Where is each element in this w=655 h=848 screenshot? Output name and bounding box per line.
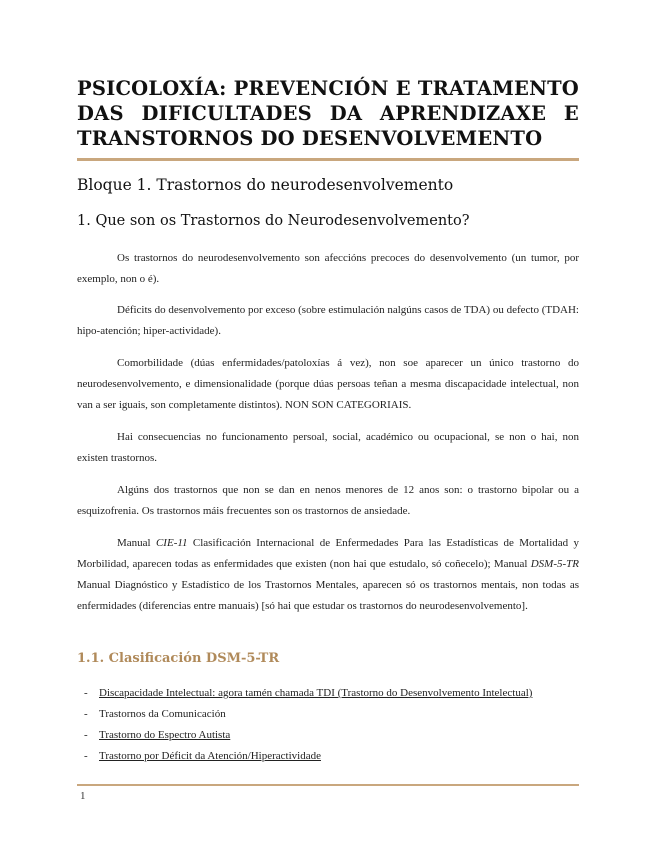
manuals-text-3: Manual Diagnóstico y Estadístico de los Trastornos Mentales, aparecen só os trastornos mentais, non todas as enfermidades (diferencias entre manuais) [só hai que estudar os trastornos do neurodesenvolvemento]. (77, 579, 579, 612)
paragraph-manuals (77, 533, 579, 617)
list-item-text: Trastorno por Déficit da Atención/Hiperactividade (99, 750, 321, 762)
list-bullet: - (84, 750, 88, 762)
list-item (77, 725, 532, 746)
manuals-text-1: Manual (117, 537, 156, 549)
section-heading: 1. Que son os Trastornos do Neurodesenvolvemento? (77, 213, 470, 229)
bloque-heading: Bloque 1. Trastornos do neurodesenvolvemento (77, 176, 454, 194)
paragraph-consequences: Hai consecuencias no funcionamento persoal, social, académico ou ocupacional, se non o hai, non existen trastornos. (77, 431, 579, 464)
paragraph-deficits: Déficits do desenvolvemento por exceso (sobre estimulación nalgúns casos de TDA) ou defecto (TDAH: hipo-atención; hiper-actividade). (77, 304, 579, 337)
manuals-text-2: Clasificación Internacional de Enfermedades Para las Estadísticas de Mortalidad y Morbilidad, aparecen todas as enfermidades que existen (non hai que estudalo, só coñecelo); Manual (77, 537, 579, 570)
paragraph-definition: Os trastornos do neurodesenvolvemento son afeccións precoces do desenvolvemento (un tumor, por exemplo, non o é). (77, 252, 579, 285)
list-bullet: - (84, 687, 88, 699)
subsection-heading: 1.1. Clasificación DSM-5-TR (77, 651, 280, 666)
page-number: 1 (80, 790, 86, 802)
cie-11-term: CIE-11 (155, 537, 188, 549)
list-item-text: Trastornos da Comunicación (99, 708, 226, 720)
title-divider (77, 158, 579, 161)
footer-divider (77, 784, 579, 786)
list-bullet: - (84, 729, 88, 741)
list-item (77, 704, 532, 725)
list-item-text: Trastorno do Espectro Autista (99, 729, 231, 741)
document-title: PSICOLOXÍA: PREVENCIÓN E TRATAMENTO DAS DIFICULTADES DA APRENDIZAXE E TRANSTORNOS DO DESENVOLVEMENTO (77, 77, 579, 150)
dsm-classification-list (77, 683, 532, 767)
list-item (77, 683, 532, 704)
list-bullet: - (84, 708, 88, 720)
dsm-5-tr-term: DSM-5-TR (530, 558, 579, 570)
paragraph-age: Algúns dos trastornos que non se dan en nenos menores de 12 anos son: o trastorno bipolar ou a esquizofrenia. Os trastornos máis frecuentes son os trastornos de ansiedade. (77, 484, 579, 517)
paragraph-comorbidity: Comorbilidade (dúas enfermidades/patoloxías á vez), non soe aparecer un único trastorno do neurodesenvolvemento, e dimensionalidade (porque dúas persoas teñan a mesma discapacidade intelectual, non van a ser iguais, son completamente distintos). NON SON CATEGORIAIS. (77, 357, 579, 411)
list-item-text: Discapacidade Intelectual: agora tamén chamada TDI (Trastorno do Desenvolvemento Intelectual) (99, 687, 533, 699)
list-item (77, 746, 532, 767)
